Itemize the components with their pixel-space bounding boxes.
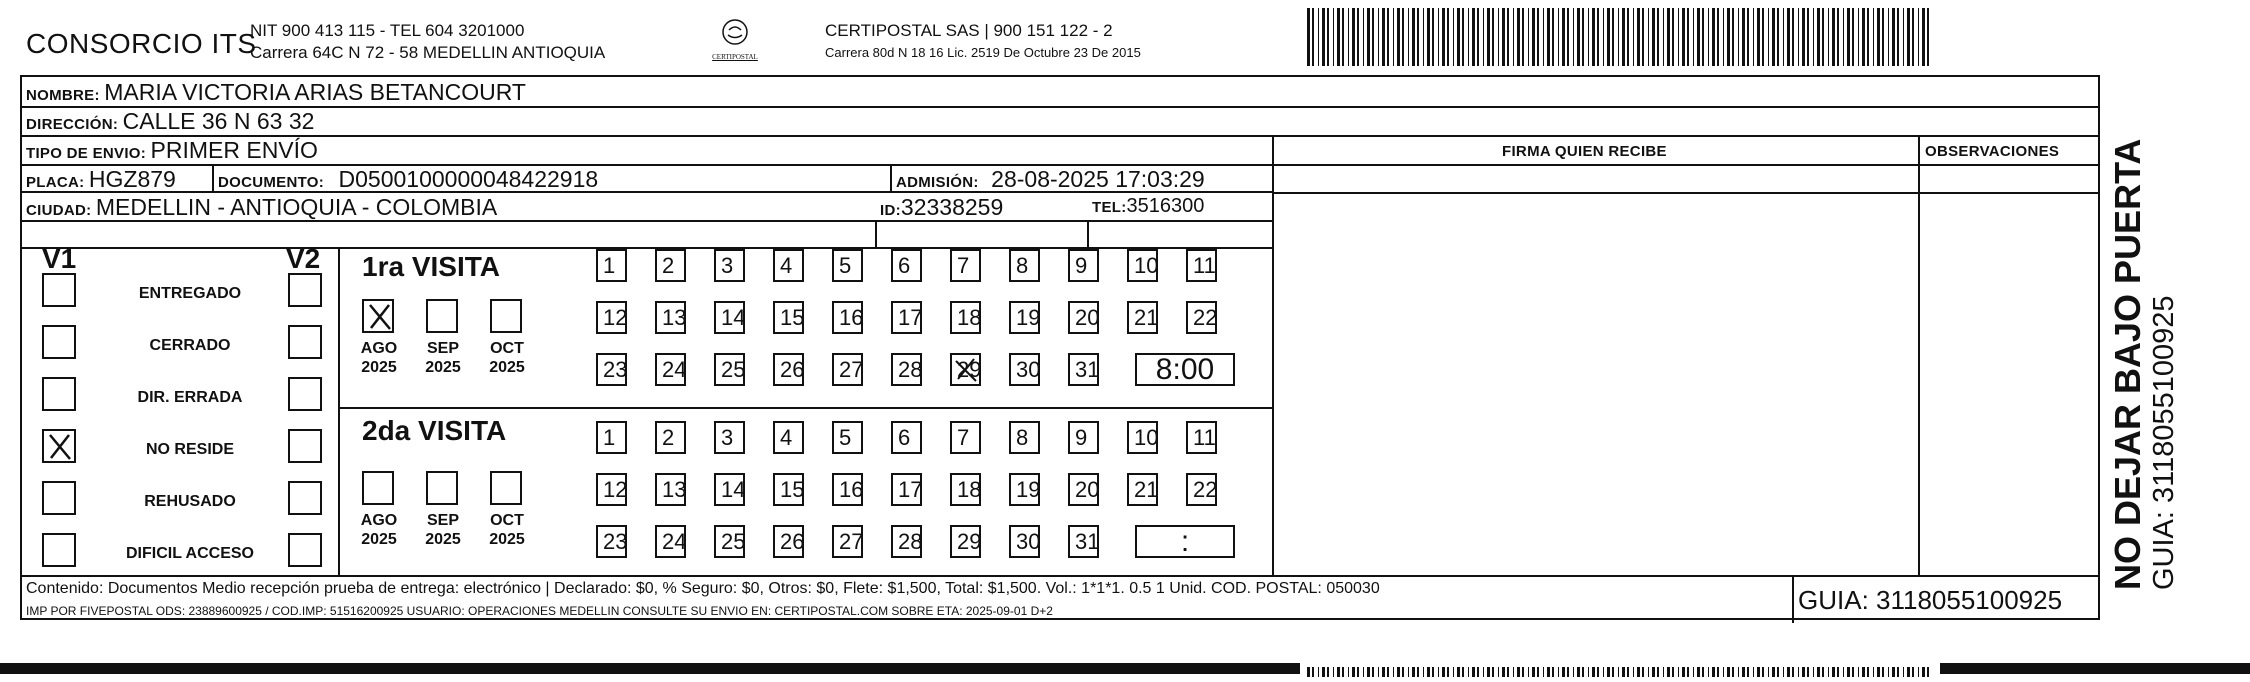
month-checkbox[interactable] xyxy=(490,471,522,505)
side-guia: GUIA: 3118055100925 xyxy=(2148,295,2180,590)
day-box[interactable]: 31 xyxy=(1068,525,1099,558)
no-dejar-warning: NO DEJAR BAJO PUERTA xyxy=(2107,138,2148,590)
month-checkbox[interactable] xyxy=(490,299,522,333)
day-box[interactable]: 28 xyxy=(891,353,922,386)
v2-label: V2 xyxy=(286,243,321,274)
day-box[interactable]: 17 xyxy=(891,473,922,506)
day-box[interactable]: 28 xyxy=(891,525,922,558)
documento-value: D0500100000048422918 xyxy=(338,166,599,192)
month-label xyxy=(420,339,466,377)
day-box[interactable]: 13 xyxy=(655,473,686,506)
check-mark-icon xyxy=(364,301,394,331)
tel-value: 3516300 xyxy=(1126,195,1205,217)
ciudad-value: MEDELLIN - ANTIOQUIA - COLOMBIA xyxy=(95,194,498,220)
cert-license: Carrera 80d N 18 16 Lic. 2519 De Octubre 23 De 2015 xyxy=(825,45,1141,60)
v1-checkbox[interactable] xyxy=(42,325,76,359)
month-label xyxy=(356,511,402,549)
company-name: CONSORCIO ITS xyxy=(26,28,257,59)
month-year: 2025 xyxy=(425,531,461,548)
day-box[interactable]: 9 xyxy=(1068,249,1099,282)
observaciones-header: OBSERVACIONES xyxy=(1925,143,2060,160)
day-box[interactable]: 27 xyxy=(832,525,863,558)
firma-header: FIRMA QUIEN RECIBE xyxy=(1502,143,1667,160)
day-box[interactable]: 17 xyxy=(891,301,922,334)
day-box[interactable]: 23 xyxy=(596,525,627,558)
day-box[interactable]: 8 xyxy=(1009,249,1040,282)
nit-line: NIT 900 413 115 - TEL 604 3201000 xyxy=(250,21,525,40)
day-box[interactable]: 19 xyxy=(1009,473,1040,506)
month-checkbox[interactable] xyxy=(362,299,394,333)
tipo-label: TIPO DE ENVIO: xyxy=(26,145,147,162)
placa-label: PLACA: xyxy=(26,174,85,191)
month-checkbox[interactable] xyxy=(426,299,458,333)
day-box[interactable]: 29 xyxy=(950,353,981,386)
status-label: DIFICIL ACCESO xyxy=(125,545,254,562)
month-name: SEP xyxy=(426,512,459,529)
direccion-label: DIRECCIÓN: xyxy=(26,116,119,133)
day-box[interactable]: 30 xyxy=(1009,353,1040,386)
month-checkbox[interactable] xyxy=(426,471,458,505)
certipostal-logo xyxy=(708,18,762,62)
contenido-text: Contenido: Documentos Medio recepción prueba de entrega: electrónico | Declarado: $0, % Seguro: $0, Otros: $0, Flete: $1,500, Total: $1,500. Vol.: 1*1*1. 0.5 1 Unid. COD. POSTAL: 050030 xyxy=(26,580,1380,597)
status-label: NO RESIDE xyxy=(145,441,234,458)
day-box[interactable]: 2 xyxy=(655,421,686,454)
day-box[interactable]: 8 xyxy=(1009,421,1040,454)
v2-checkbox[interactable] xyxy=(288,429,322,463)
day-box[interactable]: 5 xyxy=(832,421,863,454)
day-box[interactable]: 18 xyxy=(950,301,981,334)
v1-checkbox[interactable] xyxy=(42,377,76,411)
month-label xyxy=(356,339,402,377)
direccion-value: CALLE 36 N 63 32 xyxy=(122,108,315,134)
day-box[interactable]: 3 xyxy=(714,249,745,282)
tipo-value: PRIMER ENVÍO xyxy=(150,137,318,163)
time-field[interactable]: : xyxy=(1135,525,1235,558)
logo-icon xyxy=(720,18,750,48)
day-box[interactable]: 15 xyxy=(773,301,804,334)
status-label: CERRADO xyxy=(149,337,231,354)
month-year: 2025 xyxy=(361,531,397,548)
month-label xyxy=(484,339,530,377)
day-box[interactable]: 1 xyxy=(596,249,627,282)
nombre-value: MARIA VICTORIA ARIAS BETANCOURT xyxy=(104,79,526,105)
day-box[interactable]: 23 xyxy=(596,353,627,386)
imp-text: IMP POR FIVEPOSTAL ODS: 23889600925 / COD.IMP: 51516200925 USUARIO: OPERACIONES MEDELLIN CONSULTE SU ENVIO EN: CERTIPOSTAL.COM SOBRE ETA: 2025-09-01 D+2 xyxy=(26,604,1053,618)
admision-label: ADMISIÓN: xyxy=(896,174,979,191)
day-box[interactable]: 6 xyxy=(891,249,922,282)
day-box[interactable]: 14 xyxy=(714,473,745,506)
certipostal-info xyxy=(825,20,1141,64)
month-label xyxy=(420,511,466,549)
ciudad-label: CIUDAD: xyxy=(26,202,92,219)
day-box[interactable]: 10 xyxy=(1127,249,1158,282)
month-year: 2025 xyxy=(361,359,397,376)
day-box[interactable]: 1 xyxy=(596,421,627,454)
logo-text: CERTIPOSTAL xyxy=(712,53,758,61)
month-year: 2025 xyxy=(425,359,461,376)
month-name: AGO xyxy=(360,340,398,357)
v1-label: V1 xyxy=(42,243,77,274)
day-box[interactable]: 18 xyxy=(950,473,981,506)
visita1-title: 1ra VISITA xyxy=(362,251,500,282)
month-year: 2025 xyxy=(489,359,525,376)
month-checkbox[interactable] xyxy=(362,471,394,505)
day-box[interactable]: 22 xyxy=(1186,301,1217,334)
day-box[interactable]: 24 xyxy=(655,353,686,386)
day-box[interactable]: 26 xyxy=(773,525,804,558)
month-name: OCT xyxy=(490,512,524,529)
documento-field xyxy=(218,166,598,193)
nombre-row xyxy=(26,79,526,106)
id-field xyxy=(880,194,1003,221)
day-box[interactable]: 3 xyxy=(714,421,745,454)
day-box[interactable]: 2 xyxy=(655,249,686,282)
nombre-label: NOMBRE: xyxy=(26,87,100,104)
day-box[interactable]: 11 xyxy=(1186,249,1217,282)
tel-label: TEL: xyxy=(1092,199,1127,216)
v1-checkbox[interactable] xyxy=(42,273,76,307)
bottom-rule xyxy=(0,663,1300,674)
day-box[interactable]: 25 xyxy=(714,353,745,386)
month-label xyxy=(484,511,530,549)
day-box[interactable]: 22 xyxy=(1186,473,1217,506)
direccion-row xyxy=(26,108,314,135)
tel-field xyxy=(1092,195,1204,218)
day-box[interactable]: 6 xyxy=(891,421,922,454)
placa-field xyxy=(26,166,176,193)
delivery-form xyxy=(20,75,2100,620)
id-label: ID: xyxy=(880,202,901,219)
day-box[interactable]: 20 xyxy=(1068,301,1099,334)
month-year: 2025 xyxy=(489,531,525,548)
status-label: DIR. ERRADA xyxy=(137,389,243,406)
side-notice xyxy=(2108,139,2180,590)
month-name: AGO xyxy=(360,512,398,529)
day-box[interactable]: 19 xyxy=(1009,301,1040,334)
day-box[interactable]: 9 xyxy=(1068,421,1099,454)
tipo-row xyxy=(26,137,318,164)
month-name: OCT xyxy=(490,340,524,357)
day-box[interactable]: 11 xyxy=(1186,421,1217,454)
guia-footer: GUIA: 3118055100925 xyxy=(1798,585,2063,615)
day-box[interactable]: 20 xyxy=(1068,473,1099,506)
v2-checkbox[interactable] xyxy=(288,377,322,411)
day-box[interactable]: 29 xyxy=(950,525,981,558)
check-mark-icon xyxy=(44,431,74,461)
day-cross-icon xyxy=(952,355,980,385)
day-box[interactable]: 27 xyxy=(832,353,863,386)
barcode-bottom xyxy=(1305,664,1937,674)
day-box[interactable]: 5 xyxy=(832,249,863,282)
documento-label: DOCUMENTO: xyxy=(218,174,325,191)
day-box[interactable]: 4 xyxy=(773,421,804,454)
ciudad-field xyxy=(26,194,497,221)
day-box[interactable]: 12 xyxy=(596,473,627,506)
day-box[interactable]: 31 xyxy=(1068,353,1099,386)
v1-checkbox[interactable] xyxy=(42,429,76,463)
day-box[interactable]: 15 xyxy=(773,473,804,506)
day-box[interactable]: 25 xyxy=(714,525,745,558)
company-contact xyxy=(250,20,605,64)
v2-checkbox[interactable] xyxy=(288,533,322,567)
day-box[interactable]: 7 xyxy=(950,249,981,282)
day-box[interactable]: 21 xyxy=(1127,301,1158,334)
day-box[interactable]: 30 xyxy=(1009,525,1040,558)
admision-field xyxy=(896,166,1205,193)
status-label: REHUSADO xyxy=(144,493,236,510)
day-box[interactable]: 16 xyxy=(832,301,863,334)
day-box[interactable]: 4 xyxy=(773,249,804,282)
day-box[interactable]: 13 xyxy=(655,301,686,334)
day-box[interactable]: 24 xyxy=(655,525,686,558)
day-box[interactable]: 7 xyxy=(950,421,981,454)
v1-checkbox[interactable] xyxy=(42,481,76,515)
visita2-title: 2da VISITA xyxy=(362,415,507,446)
v1-checkbox[interactable] xyxy=(42,533,76,567)
time-field[interactable]: 8:00 xyxy=(1135,353,1235,386)
company-address: Carrera 64C N 72 - 58 MEDELLIN ANTIOQUIA xyxy=(250,43,606,62)
day-box[interactable]: 14 xyxy=(714,301,745,334)
barcode-icon xyxy=(1305,8,1937,66)
day-box[interactable]: 12 xyxy=(596,301,627,334)
bottom-rule-right xyxy=(1940,663,2250,674)
v2-checkbox[interactable] xyxy=(288,325,322,359)
placa-value: HGZ879 xyxy=(88,166,176,192)
status-label: ENTREGADO xyxy=(138,285,242,302)
cert-line: CERTIPOSTAL SAS | 900 151 122 - 2 xyxy=(825,21,1113,40)
day-box[interactable]: 26 xyxy=(773,353,804,386)
id-value: 32338259 xyxy=(900,194,1004,220)
v2-checkbox[interactable] xyxy=(288,273,322,307)
day-box[interactable]: 21 xyxy=(1127,473,1158,506)
v2-checkbox[interactable] xyxy=(288,481,322,515)
month-name: SEP xyxy=(426,340,459,357)
day-box[interactable]: 10 xyxy=(1127,421,1158,454)
barcode-top xyxy=(1305,8,1937,66)
barcode-icon xyxy=(1305,667,1937,677)
admision-value: 28-08-2025 17:03:29 xyxy=(991,166,1205,192)
day-box[interactable]: 16 xyxy=(832,473,863,506)
